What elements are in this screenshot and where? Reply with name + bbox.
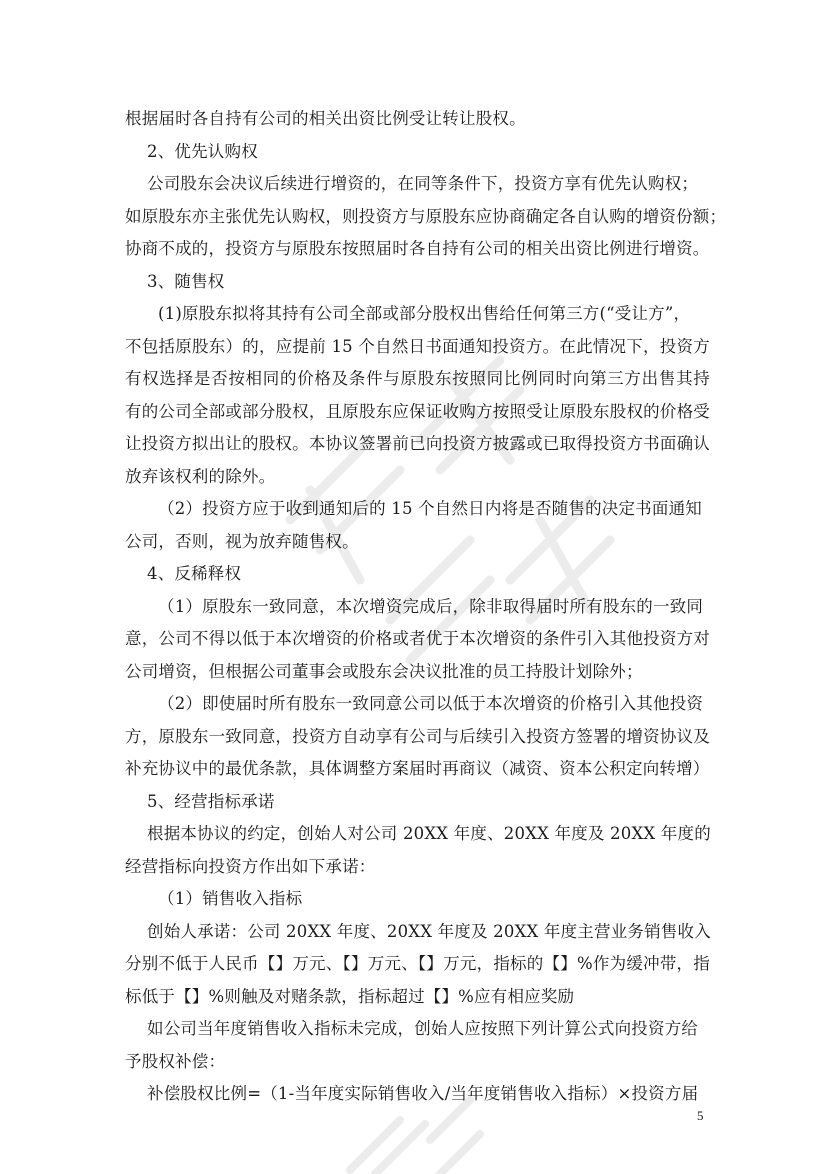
paragraph-line: 补偿股权比例=（1-当年度实际销售收入/当年度销售收入指标）×投资方届 [147, 1084, 699, 1103]
paragraph-line: 有的公司全部或部分股权，且原股东应保证收购方按照受让原股东股权的价格受 [125, 401, 710, 421]
paragraph-line: 让投资方拟出让的股权。本协议签署前已向投资方披露或已取得投资方书面确认 [125, 434, 710, 453]
paragraph-line: (1)原股东拟将其持有公司全部或部分股权出售给任何第三方(“受让方”， [158, 304, 691, 323]
section-heading: 3、随售权 [147, 271, 225, 291]
paragraph-line: 予股权补偿： [125, 1051, 226, 1071]
section-heading: 4、反稀释权 [147, 564, 242, 583]
paragraph-line: 公司，否则，视为放弃随售权。 [125, 531, 359, 551]
section-heading: 2、优先认购权 [147, 141, 258, 161]
paragraph-line: 公司增资，但根据公司董事会或股东会决议批准的员工持股计划除外； [125, 661, 643, 681]
paragraph-line: 创始人承诺：公司 20XX 年度、20XX 年度及 20XX 年度主营业务销售收入 [147, 921, 711, 941]
paragraph-line: 经营指标向投资方作出如下承诺： [125, 856, 376, 876]
paragraph-line: 补充协议中的最优条款，具体调整方案届时再商议（减资、资本公积定向转增） [125, 759, 710, 778]
paragraph-line: 公司股东会决议后续进行增资的，在同等条件下，投资方享有优先认购权； [147, 174, 699, 193]
section-heading: （1）销售收入指标 [158, 889, 303, 908]
paragraph-line: 意，公司不得以低于本次增资的价格或者优于本次增资的条件引入其他投资方对 [125, 629, 710, 648]
paragraph-line: （2）即使届时所有股东一致同意公司以低于本次增资的价格引入其他投资 [158, 694, 704, 713]
paragraph-line: 根据届时各自持有公司的相关出资比例受让转让股权。 [125, 109, 526, 128]
paragraph-line: 分别不低于人民币【】万元、【】万元、【】万元，指标的【】%作为缓冲带，指 [125, 954, 710, 973]
section-heading: 5、经营指标承诺 [147, 791, 275, 811]
paragraph-line: （2）投资方应于收到通知后的 15 个自然日内将是否随售的决定书面通知 [158, 499, 702, 518]
paragraph-line: 如公司当年度销售收入指标未完成，创始人应按照下列计算公式向投资方给 [147, 1019, 699, 1038]
paragraph-line: 如原股东亦主张优先认购权，则投资方与原股东应协商确定各自认购的增资份额； [125, 206, 727, 226]
paragraph-line: 不包括原股东）的，应提前 15 个自然日书面通知投资方。在此情况下，投资方 [125, 336, 710, 356]
paragraph-line: 方，原股东一致同意，投资方自动享有公司与后续引入投资方签署的增资协议及 [125, 726, 710, 746]
paragraph-line: 根据本协议的约定，创始人对公司 20XX 年度、20XX 年度及 20XX 年度的 [147, 824, 711, 843]
document-body [125, 103, 727, 1111]
paragraph-line: 标低于【】%则触及对赌条款，指标超过【】%应有相应奖励 [125, 986, 575, 1006]
paragraph-line: （1）原股东一致同意，本次增资完成后，除非取得届时所有股东的一致同 [158, 596, 704, 616]
paragraph-line: 有权选择是否按相同的价格及条件与原股东按照同比例同时向第三方出售其持 [125, 369, 710, 388]
page-number: 5 [697, 1108, 704, 1123]
paragraph-line: 协商不成的，投资方与原股东按照届时各自持有公司的相关出资比例进行增资。 [125, 239, 710, 258]
paragraph-line: 放弃该权利的除外。 [125, 466, 276, 486]
